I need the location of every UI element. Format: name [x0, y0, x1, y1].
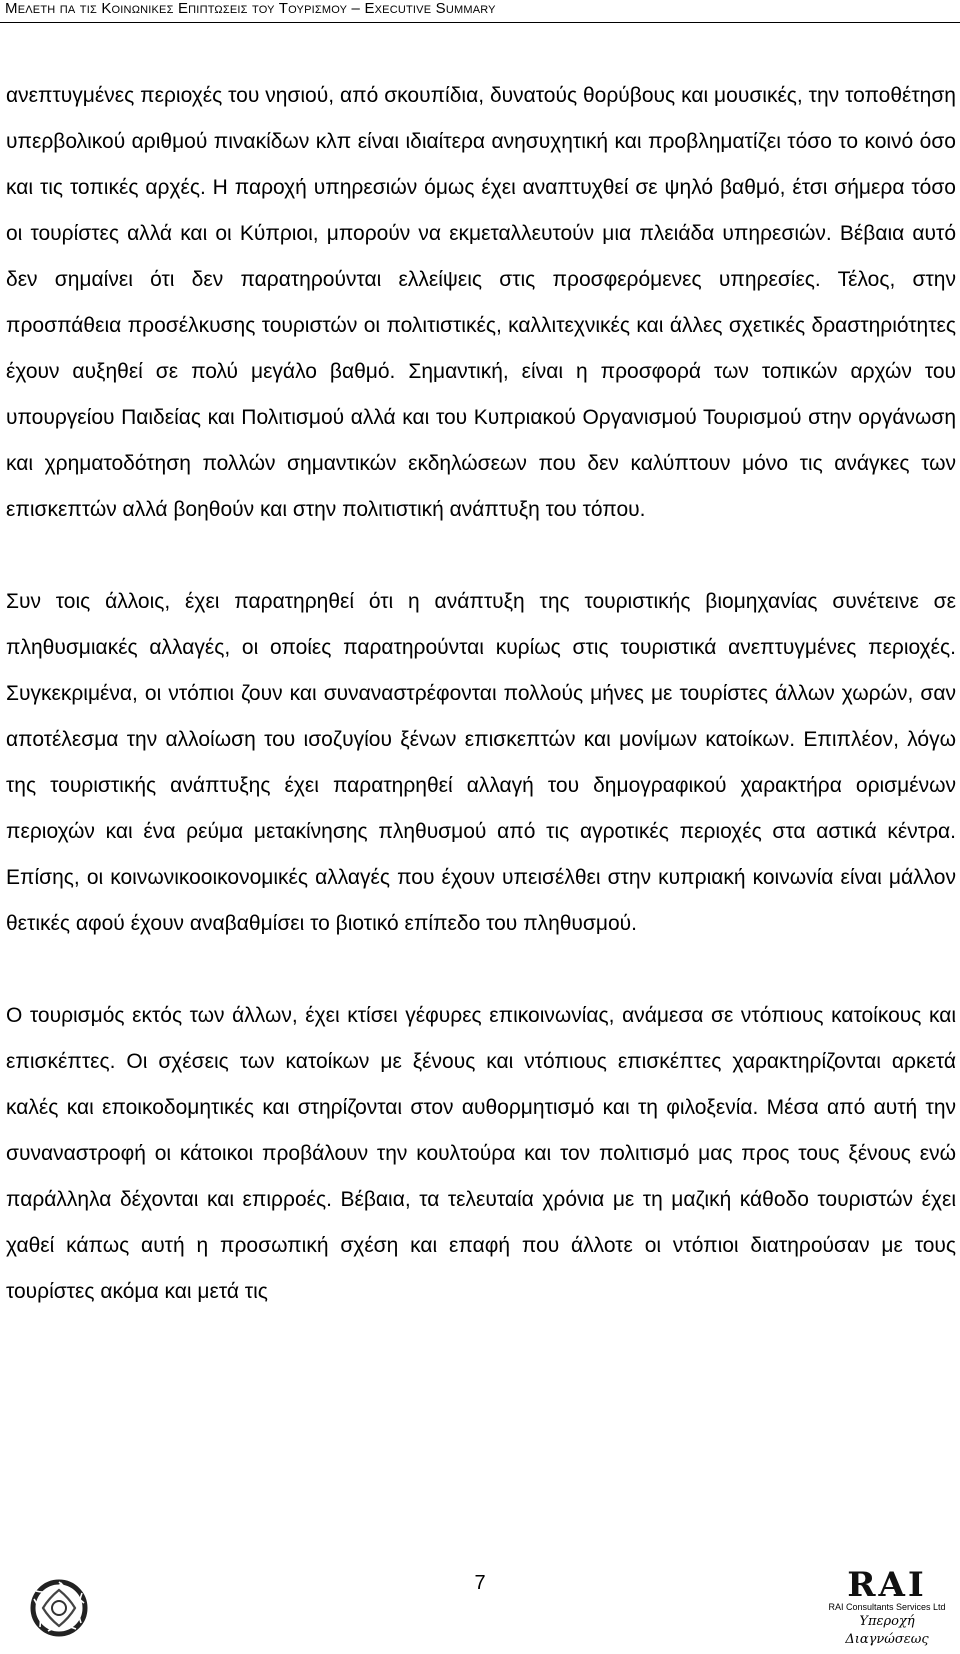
paragraph-3: Ο τουρισμός εκτός των άλλων, έχει κτίσει γέφυρες επικοινωνίας, ανάμεσα σε ντόπιους κατοίκους και επισκέπτες. Οι σχέσεις των κατοίκων με ξένους και ντόπιους επισκέπτες χαρακτηρίζονται αρκετά καλές και εποικοδομητικές και στηρίζονται στον αυθορμητισμό και τη φιλοξενία. Μέσα από αυτή την συναναστροφή οι κάτοικοι προβάλουν την κουλτούρα και τον πολιτισμό μας προς τους ξένους ενώ παράλληλα δέχονται και επιρροές. Βέβαια, τα τελευταία χρόνια με τη μαζική κάθοδο τουριστών έχει χαθεί κάπως αυτή η προσωπική σχέση και επαφή που άλλοτε οι ντόπιοι διατηρούσαν με τους τουρίστες ακόμα και μετά τις: [6, 1004, 956, 1303]
rai-consultants-logo: [822, 1565, 952, 1648]
document-body: [6, 73, 956, 1315]
rai-logo-subtitle: RAI Consultants Services Ltd: [828, 1602, 946, 1612]
page-number: 7: [474, 1572, 486, 1594]
header-divider: [0, 22, 960, 23]
header-title: Μελετη πα τις Κοινωνικες Επιπτωσεις του Τουρισμου – Executive Summary: [5, 0, 496, 17]
rai-logo-slogan: Υπεροχή Διαγνώσεως: [845, 1614, 929, 1647]
paragraph-2: Συν τοις άλλοις, έχει παρατηρηθεί ότι η ανάπτυξη της τουριστικής βιομηχανίας συνέτεινε σε πληθυσμιακές αλλαγές, οι οποίες παρατηρούνται κυρίως στις τουριστικά ανεπτυγμένες περιοχές. Συγκεκριμένα, οι ντόπιοι ζουν και συναναστρέφονται πολλούς μήνες με τουρίστες άλλων χωρών, σαν αποτέλεσμα την αλλοίωση του ισοζυγίου ξένων επισκεπτών και μονίμων κατοίκων. Επιπλέον, λόγω της τουριστικής ανάπτυξης έχει παρατηρηθεί αλλαγή του δημογραφικού χαρακτήρα ορισμένων περιοχών και ένα ρεύμα μετακίνησης πληθυσμού από τις αγροτικές περιοχές στα αστικά κέντρα. Επίσης, οι κοινωνικοοικονομικές αλλαγές που έχουν υπεισέλθει στην κυπριακή κοινωνία είναι μάλλον θετικές αφού έχουν αναβαθμίσει το βιοτικό επίπεδο του πληθυσμού.: [6, 590, 956, 935]
paragraph-1: ανεπτυγμένες περιοχές του νησιού, από σκουπίδια, δυνατούς θορύβους και μουσικές, την τοποθέτηση υπερβολικού αριθμού πινακίδων κλπ είναι ιδιαίτερα ανησυχητική και προβληματίζει τόσο το κοινό όσο και τις τοπικές αρχές. Η παροχή υπηρεσιών όμως έχει αναπτυχθεί σε ψηλό βαθμό, έτσι σήμερα τόσο οι τουρίστες αλλά και οι Κύπριοι, μπορούν να εκμεταλλευτούν μια πλειάδα υπηρεσιών. Βέβαια αυτό δεν σημαίνει ότι δεν παρατηρούνται ελλείψεις στις προσφερόμενες υπηρεσίες. Τέλος, στην προσπάθεια προσέλκυσης τουριστών οι πολιτιστικές, καλλιτεχνικές και άλλες σχετικές δραστηριότητες έχουν αυξηθεί σε πολύ μεγάλο βαθμό. Σημαντική, είναι η προσφορά των τοπικών αρχών του υπουργείου Παιδείας και Πολιτισμού αλλά και του Κυπριακού Οργανισμού Τουρισμού στην οργάνωση και χρηματοδότηση πολλών σημαντικών εκδηλώσεων που δεν καλύπτουν μόνο τις ανάγκες των επισκεπτών αλλά βοηθούν και στην πολιτιστική ανάπτυξη του τόπου.: [6, 84, 956, 521]
rai-logo-mark: RAI: [847, 1565, 927, 1605]
